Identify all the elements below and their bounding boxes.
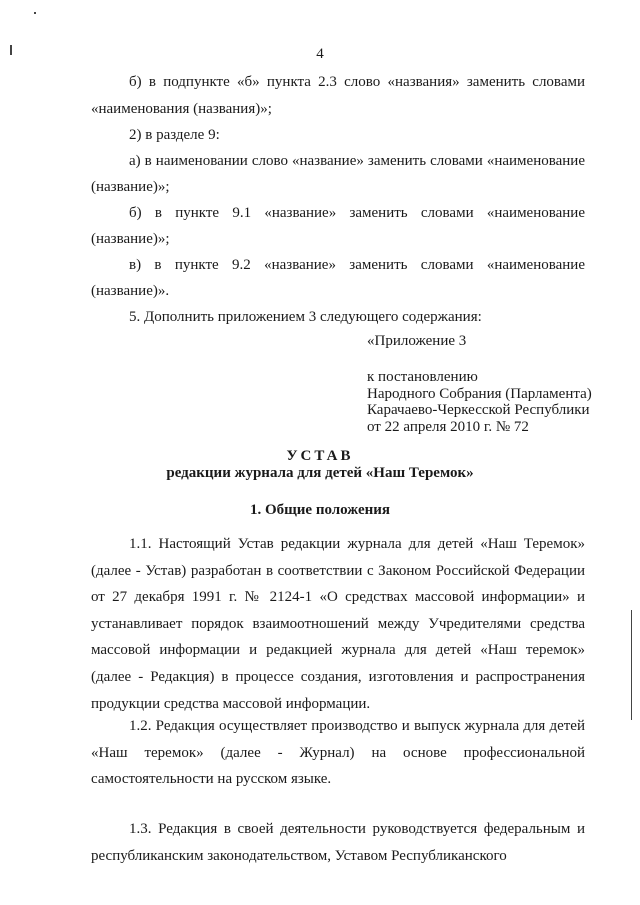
appendix-block <box>367 369 592 435</box>
clause-1-3: 1.3. Редакция в своей деятельности руководствуется федеральным и республиканским законодательством, Уставом Республиканского <box>91 821 585 864</box>
appendix-line: от 22 апреля 2010 г. № 72 <box>367 418 529 435</box>
appendix-line: Народного Собрания (Парламента) <box>367 385 592 402</box>
scan-speck <box>34 12 36 14</box>
charter-subtitle: редакции журнала для детей «Наш Теремок» <box>166 465 474 481</box>
paragraph-amendment-9-2-line1: в) в пункте 9.2 «название» заменить словами «наименование <box>129 257 585 273</box>
appendix-title: «Приложение 3 <box>367 333 467 349</box>
paragraph-add-appendix: 5. Дополнить приложением 3 следующего содержания: <box>129 309 482 325</box>
paragraph-amendment-9-2-line2: (название)». <box>91 283 170 299</box>
paragraph-amendment-b-line2: «наименования (названия)»; <box>91 101 272 117</box>
section-heading: 1. Общие положения <box>249 502 391 518</box>
paragraph-section9: 2) в разделе 9: <box>129 127 220 143</box>
page-number: 4 <box>316 46 324 62</box>
appendix-line: Карачаево-Черкесской Республики <box>367 402 590 419</box>
paragraph-amendment-9-1-line2: (название)»; <box>91 231 170 247</box>
paragraph-amendment-9-1-line1: б) в пункте 9.1 «название» заменить словами «наименование <box>129 205 585 221</box>
charter-title: УСТАВ <box>286 448 354 464</box>
paragraph-amendment-a-line2: (название)»; <box>91 179 170 195</box>
appendix-line: к постановлению <box>367 369 478 385</box>
paragraph-amendment-b-line1: б) в подпункте «б» пункта 2.3 слово «названия» заменить словами <box>129 74 585 90</box>
scan-edge-line <box>631 610 632 720</box>
clause-1-1: 1.1. Настоящий Устав редакции журнала для детей «Наш Теремок» (далее - Устав) разработан в соответствии с Законом Российской Федерации от 27 декабря 1991 г. № 2124-1 «О средствах массовой информации» и устанавливает порядок взаимоотношений между Учредителями средства массовой информации и редакцией журнала для детей «Наш теремок» (далее - Редакция) в процессе создания, изготовления и распространения продукции средства массовой информации. <box>91 536 585 712</box>
clause-1-2: 1.2. Редакция осуществляет производство и выпуск журнала для детей «Наш теремок» (далее - Журнал) на основе профессиональной самостоятельности на русском языке. <box>91 718 585 788</box>
paragraph-amendment-a-line1: а) в наименовании слово «название» заменить словами «наименование <box>129 153 585 169</box>
